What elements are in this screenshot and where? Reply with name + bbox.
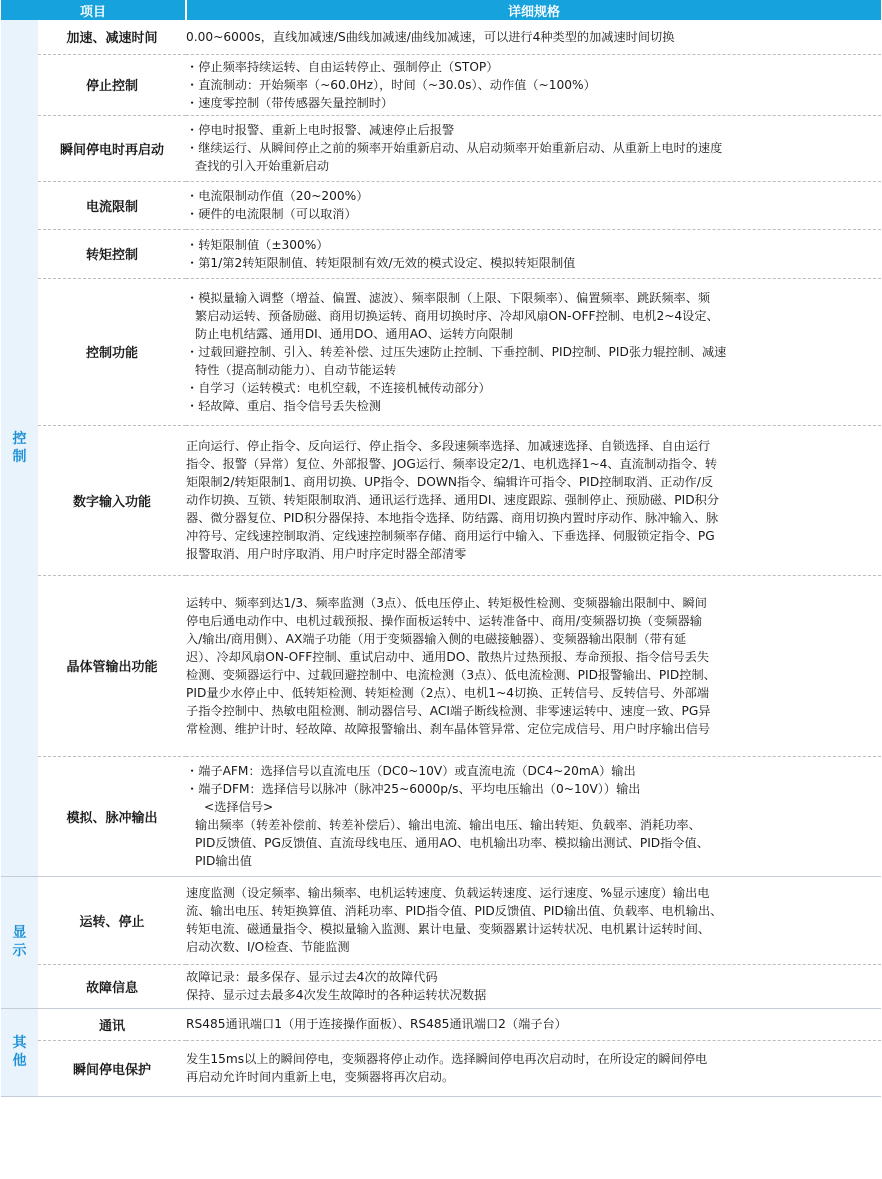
detail-line: 故障记录：最多保存、显示过去4次的故障代码 [186,970,438,984]
detail-line: 输出频率（转差补偿前、转差补偿后）、输出电流、输出电压、输出转矩、负载率、消耗功率、 [195,818,701,832]
detail-line: 转矩电流、磁通量指令、模拟量输入监测、累计电量、变频器累计运转状况、电机累计运转时间、 [186,922,711,936]
detail-line: ・端子DFM：选择信号以脉冲（脉冲25~6000p/s、平均电压输出（0~10V））输出 [186,782,641,796]
detail-line: ・直流制动：开始频率（~60.0Hz），时间（~30.0s）、动作值（~100%） [186,77,596,92]
detail-line: ・停止频率持续运转、自由运转停止、强制停止（STOP） [186,59,499,74]
detail-line: ・第1/第2转矩限制值、转矩限制有效/无效的模式设定、模拟转矩限制值 [186,255,576,270]
item-detail [186,278,881,425]
detail-line: 0.00~6000s，直线加减速/S曲线加减速/曲线加减速，可以进行4种类型的加减速时间切换 [186,29,675,44]
table-row [1,964,881,1008]
detail-line: 动作切换、互锁、转矩限制取消、通讯运行选择、通用DI、速度跟踪、强制停止、预励磁、PID积分 [186,493,720,507]
detail-line: 正向运行、停止指令、反向运行、停止指令、多段速频率选择、加减速选择、自锁选择、自由运行 [186,439,711,453]
item-detail [186,54,881,115]
group-label-char: 制 [12,448,27,465]
detail-line: 速度监测（设定频率、输出频率、电机运转速度、负载运转速度、运行速度、%显示速度）输出电 [186,886,710,900]
item-detail [186,1040,881,1096]
item-name: 加速、减速时间 [38,20,186,54]
detail-line: 检测、变频器运行中、过载回避控制中、电流检测（3点）、低电流检测、PID报警输出、PID控制、 [186,667,716,682]
detail-line: 运转中、频率到达1/3、频率监测（3点）、低电压停止、转矩极性检测、变频器输出限制中、瞬间 [186,595,707,610]
item-name: 运转、停止 [38,876,186,964]
detail-line: ・轻故障、重启、指令信号丢失检测 [186,398,382,413]
detail-line: ・转矩限制值（±300%） [186,237,329,252]
item-detail [186,115,881,181]
detail-line: ・停电时报警、重新上电时报警、减速停止后报警 [186,123,455,137]
detail-line: ・继续运行、从瞬间停止之前的频率开始重新启动、从启动频率开始重新启动、从重新上电时的速度 [186,141,723,155]
detail-line: 启动次数、I/O检查、节能监测 [186,940,350,954]
item-name: 模拟、脉冲输出 [38,756,186,876]
group-label [1,876,38,1008]
item-name: 故障信息 [38,964,186,1008]
group-label-char: 控 [12,430,27,447]
table-row [1,20,881,54]
detail-line: 流、输出电压、转矩换算值、消耗功率、PID指令值、PID反馈值、PID输出值、负载率、电机输出、 [186,904,723,918]
item-name: 晶体管输出功能 [38,575,186,756]
header-item: 项目 [1,0,186,20]
detail-line: ・电流限制动作值（20~200%） [186,189,369,203]
detail-line: 迟）、冷却风扇ON-OFF控制、重试启动中、通用DO、散热片过热预报、寿命预报、指令信号丢失 [186,649,710,664]
item-detail [186,575,881,756]
item-detail [186,425,881,575]
item-detail [186,756,881,876]
detail-line: PID反馈值、PG反馈值、直流母线电压、通用AO、电机输出功率、模拟输出测试、PID指令值、 [195,836,709,850]
table-row [1,876,881,964]
detail-line: 防止电机结露、通用DI、通用DO、通用AO、运转方向限制 [195,326,513,341]
detail-line: ・自学习（运转模式：电机空载，不连接机械传动部分） [186,380,491,395]
table-row [1,756,881,876]
table-row [1,1008,881,1040]
detail-line: RS485通讯端口1（用于连接操作面板）、RS485通讯端口2（端子台） [186,1017,567,1031]
table-row [1,229,881,278]
item-name: 瞬间停电时再启动 [38,115,186,181]
table-row [1,181,881,229]
detail-line: 再启动允许时间内重新上电，变频器将再次启动。 [186,1070,455,1084]
detail-line: 子指令控制中、热敏电阻检测、制动器信号、ACI端子断线检测、非零速运转中、速度一致、PG异 [186,703,711,718]
group-label-char: 其 [12,1035,27,1051]
detail-line: PID量少水停止中、低转矩检测、转矩检测（2点）、电机1~4切换、正转信号、反转信号、外部端 [186,685,710,700]
group-label-char: 示 [12,943,27,959]
header-detail: 详细规格 [186,0,881,20]
table-row [1,278,881,425]
detail-line: ・过载回避控制、引入、转差补偿、过压失速防止控制、下垂控制、PID控制、PID张力辊控制、减速 [186,344,727,359]
table-row [1,425,881,575]
detail-line: 常检测、维护计时、轻故障、故障报警输出、刹车晶体管异常、定位完成信号、用户时序输出信号 [186,721,711,736]
item-detail [186,1008,881,1040]
detail-line: ・端子AFM：选择信号以直流电压（DC0~10V）或直流电流（DC4~20mA）输出 [186,764,636,778]
item-name: 瞬间停电保护 [38,1040,186,1096]
detail-line: 指令、报警（异常）复位、外部报警、JOG运行、频率设定2/1、电机选择1~4、直流制动指令、转 [186,457,718,471]
group-label [1,20,38,876]
spec-body [1,20,881,1096]
detail-line: <选择信号> [204,800,274,814]
item-detail [186,964,881,1008]
detail-line: 入/输出/商用侧）、AX端子功能（用于变频器输入侧的电磁接触器）、变频器输出限制（带有延 [186,631,687,646]
detail-line: 器、微分器复位、PID积分器保持、本地指令选择、防结露、商用切换内置时序动作、脉冲输入、脉 [186,511,719,525]
detail-line: 繁启动运转、预备励磁、商用切换运转、商用切换时序、冷却风扇ON-OFF控制、电机2~4设定、 [195,308,719,323]
detail-line: 停电后通电动作中、电机过载预报、操作面板运转中、运转准备中、商用/变频器切换（变频器输 [186,613,702,628]
detail-line: PID输出值 [195,854,252,868]
spec-table [1,0,881,1097]
table-row [1,1040,881,1096]
table-row [1,54,881,115]
header-row [1,0,881,20]
detail-line: ・模拟量输入调整（增益、偏置、滤波）、频率限制（上限、下限频率）、偏置频率、跳跃频率、频 [186,290,711,305]
detail-line: 特性（提高制动能力）、自动节能运转 [195,362,397,377]
table-row [1,115,881,181]
detail-line: 冲符号、定线速控制取消、定线速控制频率存储、商用运行中输入、下垂选择、伺服锁定指令、PG [186,529,715,543]
detail-line: 发生15ms以上的瞬间停电，变频器将停止动作。选择瞬间停电再次启动时，在所设定的瞬间停电 [186,1052,708,1066]
item-name: 数字输入功能 [38,425,186,575]
item-detail [186,20,881,54]
table-row [1,575,881,756]
detail-line: 查找的引入开始重新启动 [195,159,330,173]
group-label-char: 显 [12,925,27,941]
detail-line: ・速度零控制（带传感器矢量控制时） [186,95,394,110]
group-label-char: 他 [12,1053,27,1069]
item-name: 停止控制 [38,54,186,115]
detail-line: 报警取消、用户时序取消、用户时序定时器全部清零 [186,547,467,561]
group-label [1,1008,38,1096]
detail-line: ・硬件的电流限制（可以取消） [186,207,357,221]
item-detail [186,229,881,278]
detail-line: 矩限制2/转矩限制1、商用切换、UP指令、DOWN指令、编辑许可指令、PID控制取消、正动作/反 [186,475,714,489]
item-detail [186,181,881,229]
item-name: 控制功能 [38,278,186,425]
item-name: 转矩控制 [38,229,186,278]
item-detail [186,876,881,964]
item-name: 通讯 [38,1008,186,1040]
item-name: 电流限制 [38,181,186,229]
detail-line: 保持、显示过去最多4次发生故障时的各种运转状况数据 [186,988,487,1002]
